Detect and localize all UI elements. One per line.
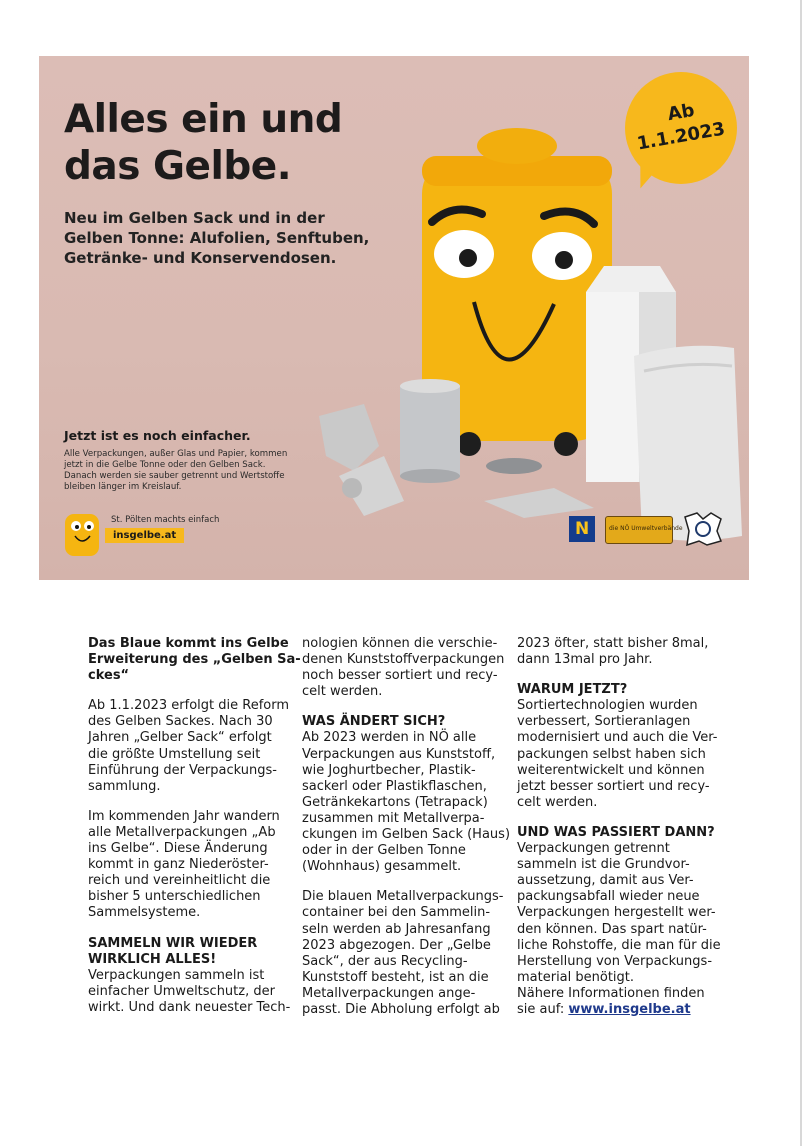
umweltverbaende-logo [605, 516, 683, 544]
paragraph [88, 967, 291, 1016]
ad-subline-line: Gelben Tonne: Alufolien, Senftuben, [64, 229, 370, 247]
spacer [517, 811, 717, 825]
paragraph [302, 636, 504, 700]
text-line [517, 1002, 717, 1018]
paragraph [302, 889, 504, 1018]
text-line: ckungen im Gelben Sack (Haus) [302, 827, 511, 843]
article-title-line: Das Blaue kommt ins Gelbe [88, 636, 289, 651]
text-line: ins Gelbe“. Diese Änderung [88, 841, 268, 857]
ad-headline-line: Alles ein und [64, 97, 343, 142]
text-line: modernisiert und auch die Ver- [517, 730, 718, 746]
advertisement-panel [39, 56, 749, 580]
text-line: Verpackungen sammeln ist [88, 967, 265, 983]
heading-line: SAMMELN WIR WIEDER [88, 935, 258, 951]
text-line: Die blauen Metallverpackungs- [302, 889, 504, 905]
text-line: sammlung. [88, 778, 161, 794]
text-line: den können. Das spart natür- [517, 921, 707, 937]
text-line: Sack“, der aus Recycling- [302, 953, 468, 969]
spacer [302, 700, 504, 714]
badge-line: Ab [665, 99, 697, 126]
paragraph [517, 636, 717, 668]
ad-headline-line: das Gelbe. [64, 144, 292, 189]
text-line: liche Rohstoffe, die man für die [517, 937, 721, 953]
text-line: Sortiertechnologien wurden [517, 698, 698, 714]
noe-logo [569, 516, 595, 542]
badge-line: 1.1.2023 [635, 118, 727, 155]
insgelbe-link[interactable]: www.insgelbe.at [568, 1001, 691, 1017]
text-line: Getränkekartons (Tetrapack) [302, 794, 488, 810]
article-column-2 [302, 636, 511, 1018]
section-heading: WAS ÄNDERT SICH? [302, 714, 446, 730]
text-line: des Gelben Sackes. Nach 30 [88, 714, 273, 730]
text-line: Verpackungen getrennt [517, 841, 670, 857]
text-line: die größte Umstellung seit [88, 746, 261, 762]
spacer [88, 922, 284, 936]
text-line: alle Metallverpackungen „Ab [88, 824, 276, 840]
text-line: jetzt besser sortiert und recy- [517, 778, 710, 794]
ad-headline [64, 96, 342, 190]
article-column-3 [517, 636, 721, 1018]
section-heading [88, 936, 284, 968]
text-line: denen Kunststoffverpackungen [302, 652, 505, 668]
link-prefix: sie auf: [517, 1001, 569, 1017]
ad-subline-line: Getränke- und Konservendosen. [64, 249, 337, 267]
text-line: Ab 2023 werden in NÖ alle [302, 730, 477, 746]
text-line: aussetzung, damit aus Ver- [517, 873, 694, 889]
ad-claim: St. Pölten machts einfach [111, 515, 220, 525]
ad-url-tag: insgelbe.at [105, 528, 184, 543]
text-line: bisher 5 unterschiedlichen [88, 889, 261, 905]
umweltverbaende-logo-text: die NÖ Umweltverbände [609, 525, 683, 532]
yellow-bin-mascot-icon [304, 116, 749, 556]
small-mascot-icon [61, 506, 105, 560]
paragraph [517, 841, 721, 1018]
text-line: Metallverpackungen ange- [302, 985, 476, 1001]
text-line: Verpackungen aus Kunststoff, [302, 746, 496, 762]
text-line: packungen selbst haben sich [517, 746, 706, 762]
ad-note [64, 449, 344, 493]
article-column-1 [88, 636, 301, 1016]
text-line: 2023 abgezogen. Der „Gelbe [302, 937, 491, 953]
ad-note-line: Danach werden sie sauber getrennt und Wertstoffe [64, 471, 285, 481]
text-line: 2023 öfter, statt bisher 8mal, [517, 636, 709, 651]
paragraph [517, 698, 717, 811]
text-line: sackerl oder Plastikflaschen, [302, 778, 487, 794]
text-line: nologien können die verschie- [302, 636, 498, 651]
text-line: celt werden. [302, 684, 383, 700]
text-line: wie Joghurtbecher, Plastik- [302, 762, 476, 778]
spacer [88, 795, 284, 809]
text-line: reich und vereinheitlicht die [88, 873, 271, 889]
text-line: oder in der Gelben Tonne [302, 843, 466, 859]
spacer [88, 684, 284, 698]
section-heading: WARUM JETZT? [517, 682, 628, 698]
text-line: Sammelsysteme. [88, 905, 201, 921]
text-line: celt werden. [517, 794, 598, 810]
ad-note-line: jetzt in die Gelbe Tonne oder den Gelben Sack. [64, 460, 266, 470]
coat-of-arms-icon [681, 511, 725, 547]
paragraph [88, 698, 290, 795]
text-line: material benötigt. [517, 969, 635, 985]
text-line: einfacher Umweltschutz, der [88, 983, 275, 999]
noe-logo-letter: N [575, 519, 590, 539]
text-line: Jahren „Gelber Sack“ erfolgt [88, 730, 272, 746]
text-line: noch besser sortiert und recy- [302, 668, 498, 684]
text-line: (Wohnhaus) gesammelt. [302, 859, 462, 875]
article-title-line: ckes“ [88, 668, 130, 684]
text-line: seln werden ab Jahresanfang [302, 921, 491, 937]
text-line: Nähere Informationen finden [517, 985, 705, 1001]
text-line: container bei den Sammelin- [302, 905, 491, 921]
text-line: verbessert, Sortieranlagen [517, 714, 691, 730]
text-line: passt. Die Abholung erfolgt ab [302, 1001, 500, 1017]
text-line: packungsabfall wieder neue [517, 889, 700, 905]
text-line: Kunststoff besteht, ist an die [302, 969, 489, 985]
text-line: Einführung der Verpackungs- [88, 762, 277, 778]
ad-subline-line: Neu im Gelben Sack und in der [64, 209, 325, 227]
spacer [517, 668, 717, 682]
text-line: Herstellung von Verpackungs- [517, 953, 713, 969]
text-line: Im kommenden Jahr wandern [88, 808, 280, 824]
paragraph [88, 809, 284, 922]
text-line: kommt in ganz Niederöster- [88, 857, 269, 873]
text-line: dann 13mal pro Jahr. [517, 652, 653, 668]
article-title [88, 636, 301, 684]
page-edge-divider [800, 0, 802, 1146]
ad-note-line: Alle Verpackungen, außer Glas und Papier, kommen [64, 449, 288, 459]
spacer [302, 875, 504, 889]
article-title-line: Erweiterung des „Gelben Sa- [88, 652, 301, 668]
paragraph [302, 730, 511, 875]
text-line: zusammen mit Metallverpa- [302, 810, 485, 826]
ad-note-line: bleiben länger im Kreislauf. [64, 482, 182, 492]
ad-note-heading: Jetzt ist es noch einfacher. [64, 428, 251, 443]
text-line: weiterentwickelt und können [517, 762, 705, 778]
section-heading: UND WAS PASSIERT DANN? [517, 824, 715, 840]
text-line: sammeln ist die Grundvor- [517, 857, 690, 873]
heading-line: WIRKLICH ALLES! [88, 951, 217, 967]
text-line: Ab 1.1.2023 erfolgt die Reform [88, 698, 290, 714]
article [88, 636, 721, 1036]
text-line: wirkt. Und dank neuester Tech- [88, 999, 291, 1015]
text-line: Verpackungen hergestellt wer- [517, 905, 716, 921]
